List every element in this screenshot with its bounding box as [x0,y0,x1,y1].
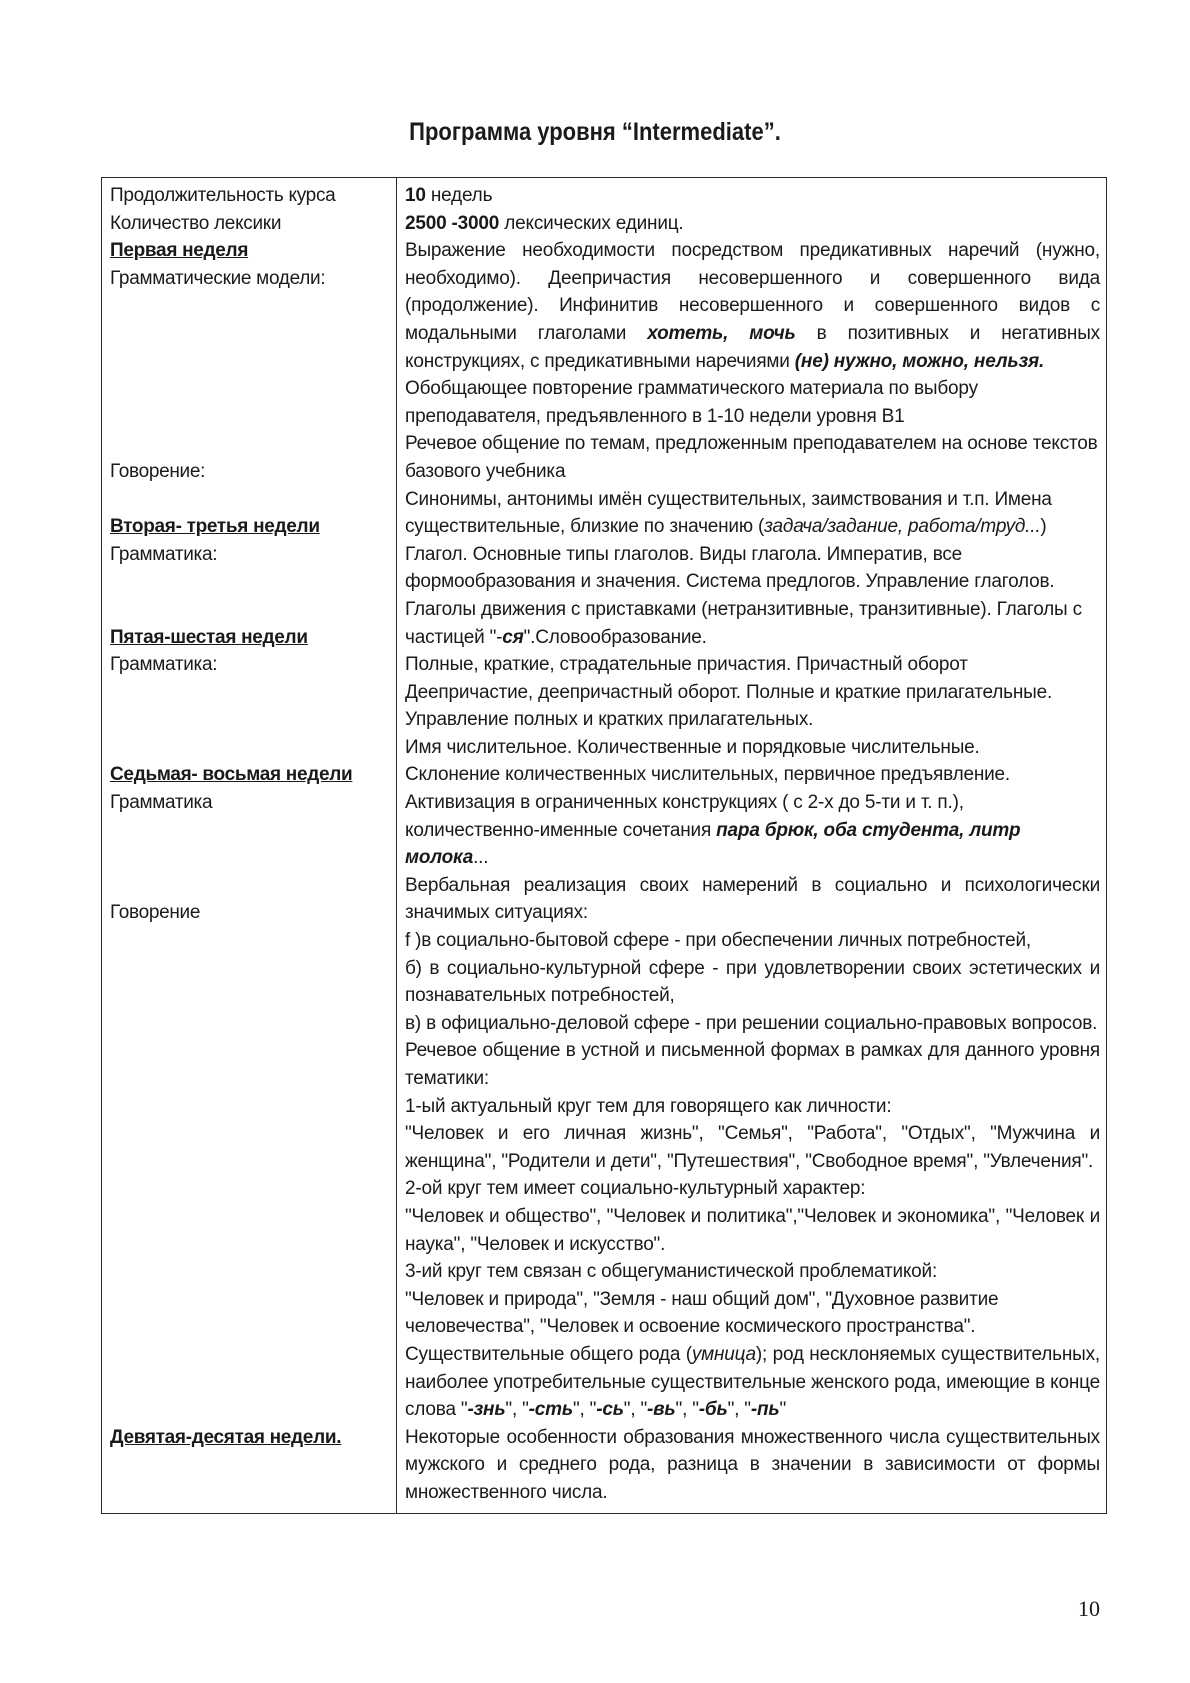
speaking-text-3: б) в социально-культурной сфере - при удовлетворении своих эстетических и познавательных потребностей, [405,957,1100,1007]
week910-text-1: Существительные общего рода (умница); род несклоняемых существительных, наиболее употребительные существительные женского рода, имеющие в конце слова "-знь", "-сть", "-сь", "-вь", "-бь", "-пь" [405,1343,1100,1421]
week910-text-2: Некоторые особенности образования множественного числа существительных мужского и среднего рода, разница в значении в зависимости от формы множественного числа. [405,1426,1100,1503]
week78-grammar-label: Грамматика [110,792,213,814]
vocab-value: 2500 -3000 лексических единиц. [405,212,684,234]
right-column [397,178,1107,1514]
week78-speaking-label: Говорение [110,902,201,924]
week23-text-2: Глагол. Основные типы глаголов. Виды глагола. Императив, все формообразования и значения. Система предлогов. Управление глаголов. [405,543,1055,593]
speaking-text-9: "Человек и общество", "Человек и политика","Человек и экономика", "Человек и наука", "Человек и искусство". [405,1205,1100,1255]
week78-text-2: Склонение количественных числительных, первичное предъявление. [405,764,1010,786]
week56-text-1: Глаголы движения с приставками (нетранзитивные, транзитивные). Глаголы с частицей "-ся".Словообразование. [405,598,1082,648]
week78-heading: Седьмая- восьмая недели [110,764,353,786]
week1-heading: Первая неделя [110,240,249,262]
week1-review-text: Обобщающее повторение грамматического материала по выбору преподавателя, предъявленного в 1-10 недели уровня В1 [405,378,978,427]
speaking-text-7: "Человек и его личная жизнь", "Семья", "Работа", "Отдых", "Мужчина и женщина", "Родители и дети", "Путешествия", "Свободное время", "Увлечения". [405,1123,1100,1172]
program-table [101,177,1107,1514]
week56-text-2: Полные, краткие, страдательные причастия. Причастный оборот [405,654,968,676]
week78-text-1: Имя числительное. Количественные и порядковые числительные. [405,736,980,758]
page-title: Программа уровня “Intermediate”. [409,118,781,146]
week56-heading: Пятая-шестая недели [110,626,308,648]
speaking-text-1: Вербальная реализация своих намерений в социально и психологически значимых ситуациях: [405,874,1100,924]
week1-speaking-text: Речевое общение по темам, предложенным преподавателем на основе текстов базового учебника [405,433,1098,482]
week910-heading: Девятая-десятая недели. [110,1426,342,1448]
week56-grammar-label: Грамматика: [110,654,218,676]
week1-speaking-label: Говорение: [110,460,206,482]
speaking-text-4: в) в официально-деловой сфере - при решении социально-правовых вопросов. [405,1012,1098,1034]
week1-grammar-text: Выражение необходимости посредством предикативных наречий (нужно, необходимо). Деепричастия несовершенного и совершенного вида (продолжение). Инфинитив несовершенного и совершенного видов с модальными глаголами хотеть, мочь в позитивных и негативных конструкциях, с предикативными наречиями (не) нужно, можно, нельзя. [405,240,1100,372]
page-number: 10 [1078,1596,1100,1621]
speaking-text-8: 2-ой круг тем имеет социально-культурный характер: [405,1178,866,1200]
week23-text-1: Синонимы, антонимы имён существительных, заимствования и т.п. Имена существительные, близкие по значению (задача/задание, работа/труд...) [405,488,1052,538]
speaking-text-10: 3-ий круг тем связан с общегуманистической проблематикой: [405,1261,938,1283]
week1-grammar-label: Грамматические модели: [110,267,326,289]
week56-text-3: Деепричастие, деепричастный оборот. Полные и краткие прилагательные. [405,681,1053,703]
table-row [102,178,1107,1514]
speaking-text-5: Речевое общение в устной и письменной формах в рамках для данного уровня тематики: [405,1040,1100,1089]
week78-text-3: Активизация в ограниченных конструкциях ( с 2-х до 5-ти и т. п.), количественно-именные сочетания пара брюк, оба студента, литр молока... [405,792,1021,869]
speaking-text-2: f )в социально-бытовой сфере - при обеспечении личных потребностей, [405,930,1031,952]
speaking-text-11: "Человек и природа", "Земля - наш общий дом", "Духовное развитие человечества", "Человек и освоение космического пространства". [405,1288,999,1338]
speaking-text-6: 1-ый актуальный круг тем для говорящего как личности: [405,1095,892,1117]
label-duration: Продолжительность курса [110,185,336,206]
week23-grammar-label: Грамматика: [110,543,218,565]
week56-text-4: Управление полных и кратких прилагательных. [405,709,814,731]
duration-value: 10 недель [405,185,493,206]
week23-heading: Вторая- третья недели [110,516,320,538]
left-column [102,178,397,1514]
label-vocab: Количество лексики [110,212,282,234]
